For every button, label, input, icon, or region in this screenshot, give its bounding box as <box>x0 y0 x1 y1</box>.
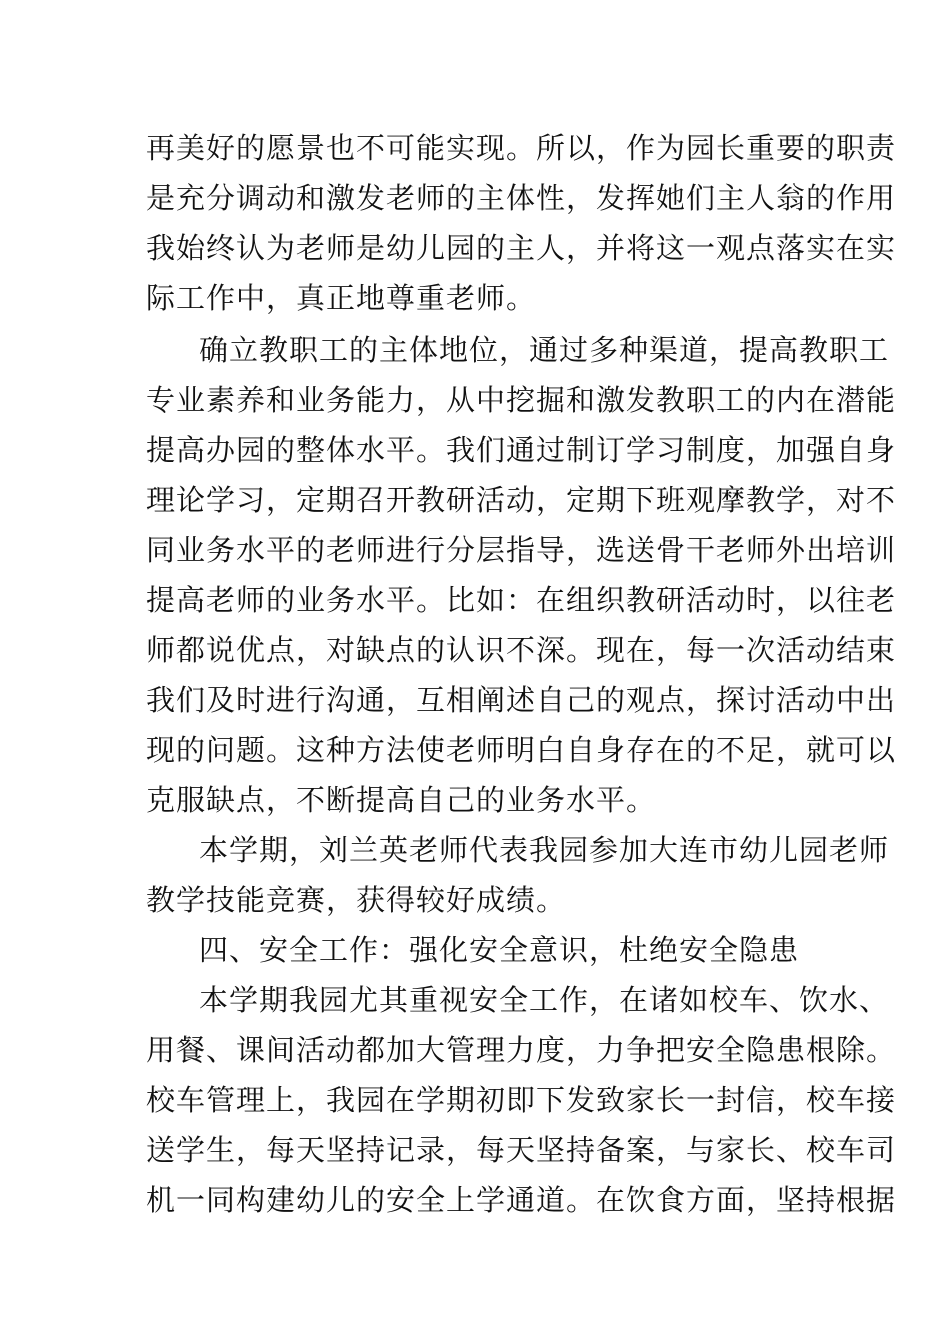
text-line: 我始终认为老师是幼儿园的主人，并将这一观点落实在实 <box>146 231 897 265</box>
text-line: 是充分调动和激发老师的主体性，发挥她们主人翁的作用 <box>146 181 897 215</box>
text-line: 我们及时进行沟通，互相阐述自己的观点，探讨活动中出 <box>146 683 897 717</box>
paragraph-start-line: 本学期，刘兰英老师代表我园参加大连市幼儿园老师 <box>199 833 890 867</box>
text-line: 理论学习，定期召开教研活动，定期下班观摩教学，对不 <box>146 483 897 517</box>
text-line: 师都说优点，对缺点的认识不深。现在，每一次活动结束 <box>146 633 897 667</box>
text-line: 际工作中，真正地尊重老师。 <box>146 281 537 315</box>
text-line: 现的问题。这种方法使老师明白自身存在的不足，就可以 <box>146 733 897 767</box>
text-line: 校车管理上，我园在学期初即下发致家长一封信，校车接 <box>146 1083 897 1117</box>
text-line: 提高办园的整体水平。我们通过制订学习制度，加强自身 <box>146 433 897 467</box>
text-line: 同业务水平的老师进行分层指导，选送骨干老师外出培训 <box>146 533 897 567</box>
section-heading: 四、安全工作：强化安全意识，杜绝安全隐患 <box>199 933 800 967</box>
paragraph-start-line: 确立教职工的主体地位，通过多种渠道，提高教职工 <box>199 333 890 367</box>
text-line: 教学技能竞赛，获得较好成绩。 <box>146 883 567 917</box>
text-line: 机一同构建幼儿的安全上学通道。在饮食方面，坚持根据 <box>146 1183 897 1217</box>
text-line: 专业素养和业务能力，从中挖掘和激发教职工的内在潜能 <box>146 383 897 417</box>
text-line: 提高老师的业务水平。比如：在组织教研活动时，以往老 <box>146 583 897 617</box>
text-line: 克服缺点，不断提高自己的业务水平。 <box>146 783 657 817</box>
text-line: 再美好的愿景也不可能实现。所以，作为园长重要的职责 <box>146 131 897 165</box>
paragraph-start-line: 本学期我园尤其重视安全工作，在诸如校车、饮水、 <box>199 983 890 1017</box>
text-line: 用餐、课间活动都加大管理力度，力争把安全隐患根除。 <box>146 1033 897 1067</box>
text-line: 送学生，每天坚持记录，每天坚持备案，与家长、校车司 <box>146 1133 897 1167</box>
